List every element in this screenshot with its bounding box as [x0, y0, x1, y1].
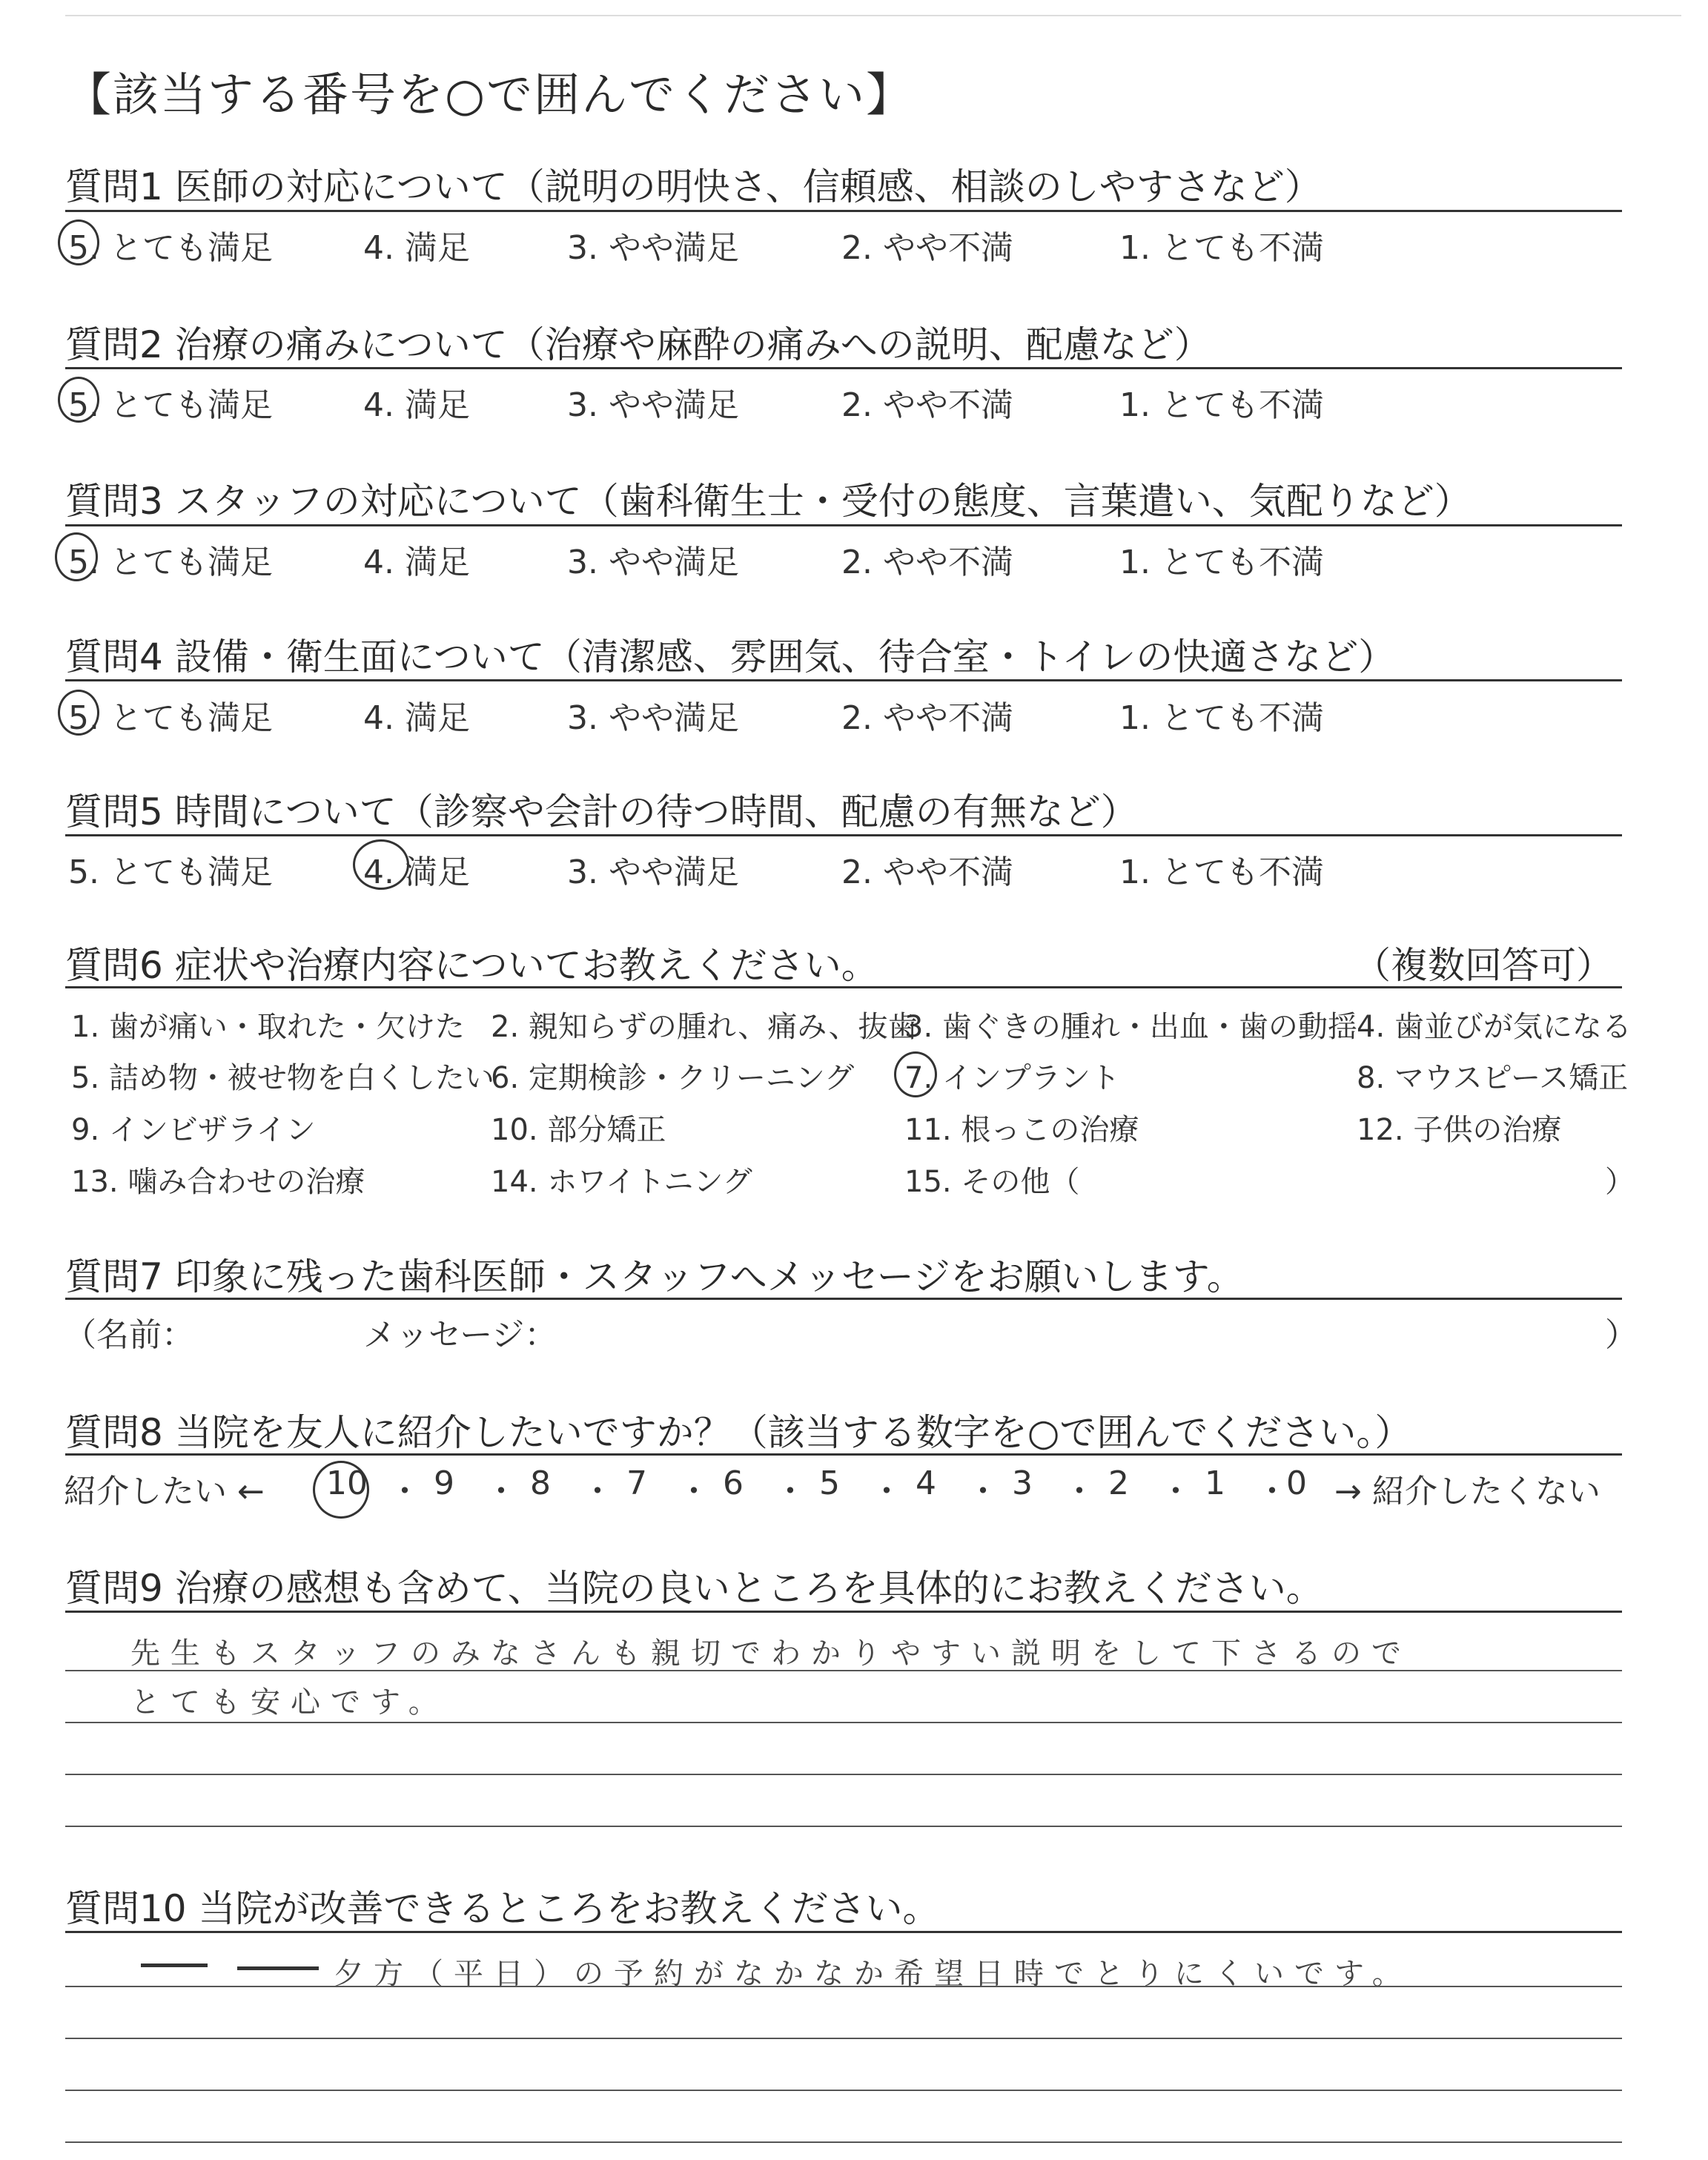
- q9-answer-rule: [65, 1826, 1622, 1827]
- q10-rule: [65, 1931, 1622, 1933]
- q7-name-label: （名前：: [64, 1316, 194, 1354]
- q1-rule: [65, 210, 1622, 212]
- q1-selection-circle: [58, 219, 99, 265]
- q8-dot: ・: [1063, 1473, 1096, 1510]
- q8-dot: ・: [388, 1473, 421, 1510]
- q10-answer-rule: [65, 1986, 1622, 1987]
- q6-option-13[interactable]: 13. 噛み合わせの治療: [71, 1165, 365, 1199]
- q6-option-11[interactable]: 11. 根っこの治療: [904, 1113, 1139, 1147]
- q7-close-paren: ）: [1605, 1316, 1638, 1354]
- q4-rule: [65, 679, 1622, 681]
- q5-option-1[interactable]: 1. とても不満: [1119, 853, 1324, 891]
- q2-rule: [65, 367, 1622, 369]
- q10-answer-line-1: 夕方（平日）の予約がなかなか希望日時でとりにくいです。: [334, 1957, 1412, 1991]
- q9-answer-rule: [65, 1774, 1622, 1775]
- q5-rule: [65, 834, 1622, 836]
- q6-option-3[interactable]: 3. 歯ぐきの腫れ・出血・歯の動揺: [904, 1010, 1357, 1044]
- q6-other-close-paren: ）: [1605, 1165, 1635, 1199]
- q8-dot: ・: [967, 1473, 999, 1510]
- q5-option-2[interactable]: 2. やや不満: [841, 853, 1013, 891]
- q8-score-7[interactable]: 7: [626, 1464, 647, 1502]
- q8-dot: ・: [678, 1473, 710, 1510]
- q2-option-1[interactable]: 1. とても不満: [1119, 386, 1324, 424]
- q3-title: 質問3 スタッフの対応について（歯科衛生士・受付の態度、言葉遣い、気配りなど）: [65, 480, 1472, 523]
- q9-answer-rule: [65, 1722, 1622, 1723]
- q3-option-4[interactable]: 4. 満足: [363, 544, 470, 581]
- q10-answer-rule: [65, 2090, 1622, 2091]
- q8-left-label: 紹介したい ←: [64, 1473, 265, 1510]
- q8-dot: ・: [581, 1473, 614, 1510]
- q6-title: 質問6 症状や治療内容についてお教えください。: [65, 944, 878, 987]
- q8-score-5[interactable]: 5: [819, 1464, 840, 1502]
- q6-option-2[interactable]: 2. 親知らずの腫れ、痛み、抜歯: [491, 1010, 918, 1044]
- q6-option-12[interactable]: 12. 子供の治療: [1357, 1113, 1562, 1147]
- q6-option-10[interactable]: 10. 部分矯正: [491, 1113, 666, 1147]
- q6-option-8[interactable]: 8. マウスピース矯正: [1357, 1061, 1629, 1095]
- q2-selection-circle: [58, 377, 99, 423]
- q4-selection-circle: [58, 690, 99, 736]
- q9-answer-line-2: とても安心です。: [130, 1685, 448, 1720]
- q8-right-label: → 紹介したくない: [1334, 1473, 1601, 1510]
- q3-option-5[interactable]: 5. とても満足: [68, 544, 273, 581]
- q6-option-5[interactable]: 5. 詰め物・被せ物を白くしたい: [71, 1061, 494, 1095]
- q3-option-1[interactable]: 1. とても不満: [1119, 544, 1324, 581]
- q6-option-1[interactable]: 1. 歯が痛い・取れた・欠けた: [71, 1010, 465, 1044]
- q6-option-9[interactable]: 9. インビザライン: [71, 1113, 316, 1147]
- q7-rule: [65, 1298, 1622, 1300]
- q6-option-6[interactable]: 6. 定期検診・クリーニング: [491, 1061, 855, 1095]
- q6-rule: [65, 986, 1622, 988]
- q7-title: 質問7 印象に残った歯科医師・スタッフへメッセージをお願いします。: [65, 1255, 1244, 1298]
- q9-answer-rule: [65, 1670, 1622, 1671]
- q8-score-9[interactable]: 9: [434, 1464, 454, 1502]
- page-header: 【該当する番号を○で囲んでください】: [65, 67, 914, 122]
- q1-title: 質問1 医師の対応について（説明の明快さ、信頼感、相談のしやすさなど）: [65, 165, 1322, 208]
- q8-score-3[interactable]: 3: [1012, 1464, 1033, 1502]
- q10-scribble: [237, 1966, 319, 1970]
- q8-score-0[interactable]: 0: [1286, 1464, 1307, 1502]
- q2-option-4[interactable]: 4. 満足: [363, 386, 470, 424]
- q8-dot: ・: [1159, 1473, 1192, 1510]
- q8-score-6[interactable]: 6: [723, 1464, 744, 1502]
- q8-dot: ・: [774, 1473, 807, 1510]
- q2-option-2[interactable]: 2. やや不満: [841, 386, 1013, 424]
- q4-title: 質問4 設備・衛生面について（清潔感、雰囲気、待合室・トイレの快適さなど）: [65, 635, 1396, 678]
- q7-message-label: メッセージ：: [363, 1316, 557, 1354]
- q8-selection-circle: [313, 1461, 369, 1519]
- q8-dot: ・: [1256, 1473, 1288, 1510]
- q1-option-2[interactable]: 2. やや不満: [841, 229, 1013, 267]
- q2-title: 質問2 治療の痛みについて（治療や麻酔の痛みへの説明、配慮など）: [65, 323, 1211, 366]
- q10-answer-rule: [65, 2141, 1622, 2143]
- q4-option-3[interactable]: 3. やや満足: [567, 699, 739, 737]
- q1-option-5[interactable]: 5. とても満足: [68, 229, 273, 267]
- q2-option-5[interactable]: 5. とても満足: [68, 386, 273, 424]
- q3-option-3[interactable]: 3. やや満足: [567, 544, 739, 581]
- q5-selection-circle: [353, 839, 409, 890]
- q10-answer-rule: [65, 2038, 1622, 2039]
- q5-title: 質問5 時間について（診察や会計の待つ時間、配慮の有無など）: [65, 790, 1138, 833]
- q10-scribble: [141, 1964, 208, 1967]
- q8-rule: [65, 1453, 1622, 1456]
- q8-dot: ・: [870, 1473, 903, 1510]
- q8-score-10[interactable]: 10: [326, 1464, 368, 1502]
- q6-option-14[interactable]: 14. ホワイトニング: [491, 1165, 752, 1199]
- q5-option-5[interactable]: 5. とても満足: [68, 853, 273, 891]
- q6-option-15[interactable]: 15. その他（: [904, 1165, 1080, 1199]
- q10-title: 質問10 当院が改善できるところをお教えください。: [65, 1887, 940, 1930]
- q3-selection-circle: [55, 532, 98, 581]
- q6-note: （複数回答可）: [1354, 944, 1613, 987]
- q8-score-4[interactable]: 4: [916, 1464, 936, 1502]
- q4-option-2[interactable]: 2. やや不満: [841, 699, 1013, 737]
- q5-option-3[interactable]: 3. やや満足: [567, 853, 739, 891]
- q4-option-1[interactable]: 1. とても不満: [1119, 699, 1324, 737]
- q8-dot: ・: [485, 1473, 517, 1510]
- q4-option-5[interactable]: 5. とても満足: [68, 699, 273, 737]
- q8-title: 質問8 当院を友人に紹介したいですか？（該当する数字を○で囲んでください。）: [65, 1411, 1412, 1454]
- q3-rule: [65, 524, 1622, 526]
- q9-answer-line-1: 先生もスタッフのみなさんも親切でわかりやすい説明をして下さるので: [130, 1636, 1411, 1671]
- q1-option-1[interactable]: 1. とても不満: [1119, 229, 1324, 267]
- q5-option-4[interactable]: 4. 満足: [363, 853, 470, 891]
- q2-option-3[interactable]: 3. やや満足: [567, 386, 739, 424]
- q3-option-2[interactable]: 2. やや不満: [841, 544, 1013, 581]
- q6-option-4[interactable]: 4. 歯並びが気になる: [1357, 1010, 1632, 1044]
- q6-option-7[interactable]: 7. インプラント: [904, 1061, 1120, 1095]
- q4-option-4[interactable]: 4. 満足: [363, 699, 470, 737]
- q1-option-4[interactable]: 4. 満足: [363, 229, 470, 267]
- q8-score-8[interactable]: 8: [530, 1464, 551, 1502]
- q1-option-3[interactable]: 3. やや満足: [567, 229, 739, 267]
- q9-rule: [65, 1611, 1622, 1613]
- q8-score-1[interactable]: 1: [1205, 1464, 1225, 1502]
- q9-title: 質問9 治療の感想も含めて、当院の良いところを具体的にお教えください。: [65, 1567, 1323, 1610]
- q6-selection-circle: [894, 1051, 937, 1097]
- q8-score-2[interactable]: 2: [1108, 1464, 1129, 1502]
